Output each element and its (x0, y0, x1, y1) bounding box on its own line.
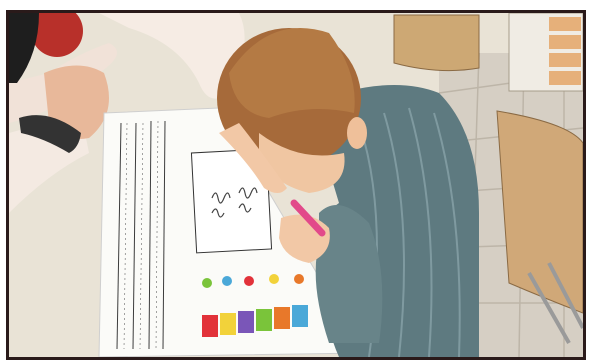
shelf-unit (509, 13, 583, 91)
chair-back-top (394, 15, 479, 71)
classroom-photo (6, 10, 586, 360)
chair-right (497, 111, 583, 313)
top-link[interactable] (0, 0, 592, 10)
photo-illustration (9, 13, 583, 357)
